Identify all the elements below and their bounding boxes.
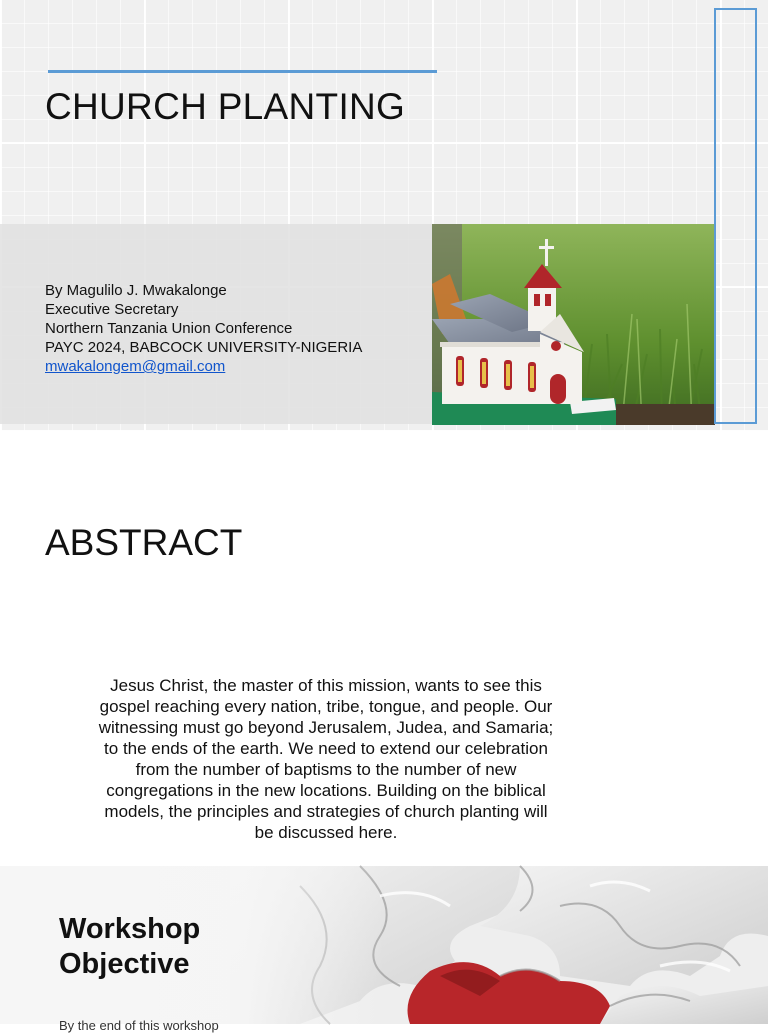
abstract-title: ABSTRACT (45, 522, 243, 563)
abstract-line: gospel reaching every nation, tribe, tongue, and people. Our (99, 697, 553, 716)
author-event: PAYC 2024, BABCOCK UNIVERSITY-NIGERIA (45, 339, 363, 356)
author-block (45, 281, 362, 376)
title-line-1: Workshop (59, 913, 201, 945)
title-slide (0, 0, 768, 432)
objective-intro-text: By the end of this workshop (59, 1018, 219, 1033)
author-name: By Magulilo J. Mwakalonge (45, 282, 227, 299)
author-email-link[interactable]: mwakalongem@gmail.com (45, 358, 226, 375)
workshop-objective-title (59, 912, 200, 982)
abstract-line: be discussed here. (254, 823, 398, 842)
author-role: Executive Secretary (45, 301, 179, 318)
slide-title: CHURCH PLANTING (45, 86, 406, 127)
abstract-line: models, the principles and strategies of church planting will (104, 802, 548, 821)
abstract-line: Jesus Christ, the master of this mission, wants to see this (110, 676, 542, 695)
abstract-line: to the ends of the earth. We need to extend our celebration (104, 739, 548, 758)
abstract-line: from the number of baptisms to the number of new (135, 760, 517, 779)
author-organization: Northern Tanzania Union Conference (45, 320, 293, 337)
abstract-line: witnessing must go beyond Jerusalem, Judea, and Samaria; (98, 718, 554, 737)
abstract-body (60, 675, 592, 843)
title-accent-rule (48, 70, 437, 73)
abstract-slide (0, 432, 768, 864)
church-illustration (432, 224, 715, 425)
title-line-2: Objective (59, 948, 190, 980)
church-photo (432, 224, 715, 425)
side-frame-decoration (714, 8, 757, 424)
abstract-line: congregations in the new locations. Building on the biblical (106, 781, 546, 800)
workshop-objective-slide (0, 866, 768, 1033)
